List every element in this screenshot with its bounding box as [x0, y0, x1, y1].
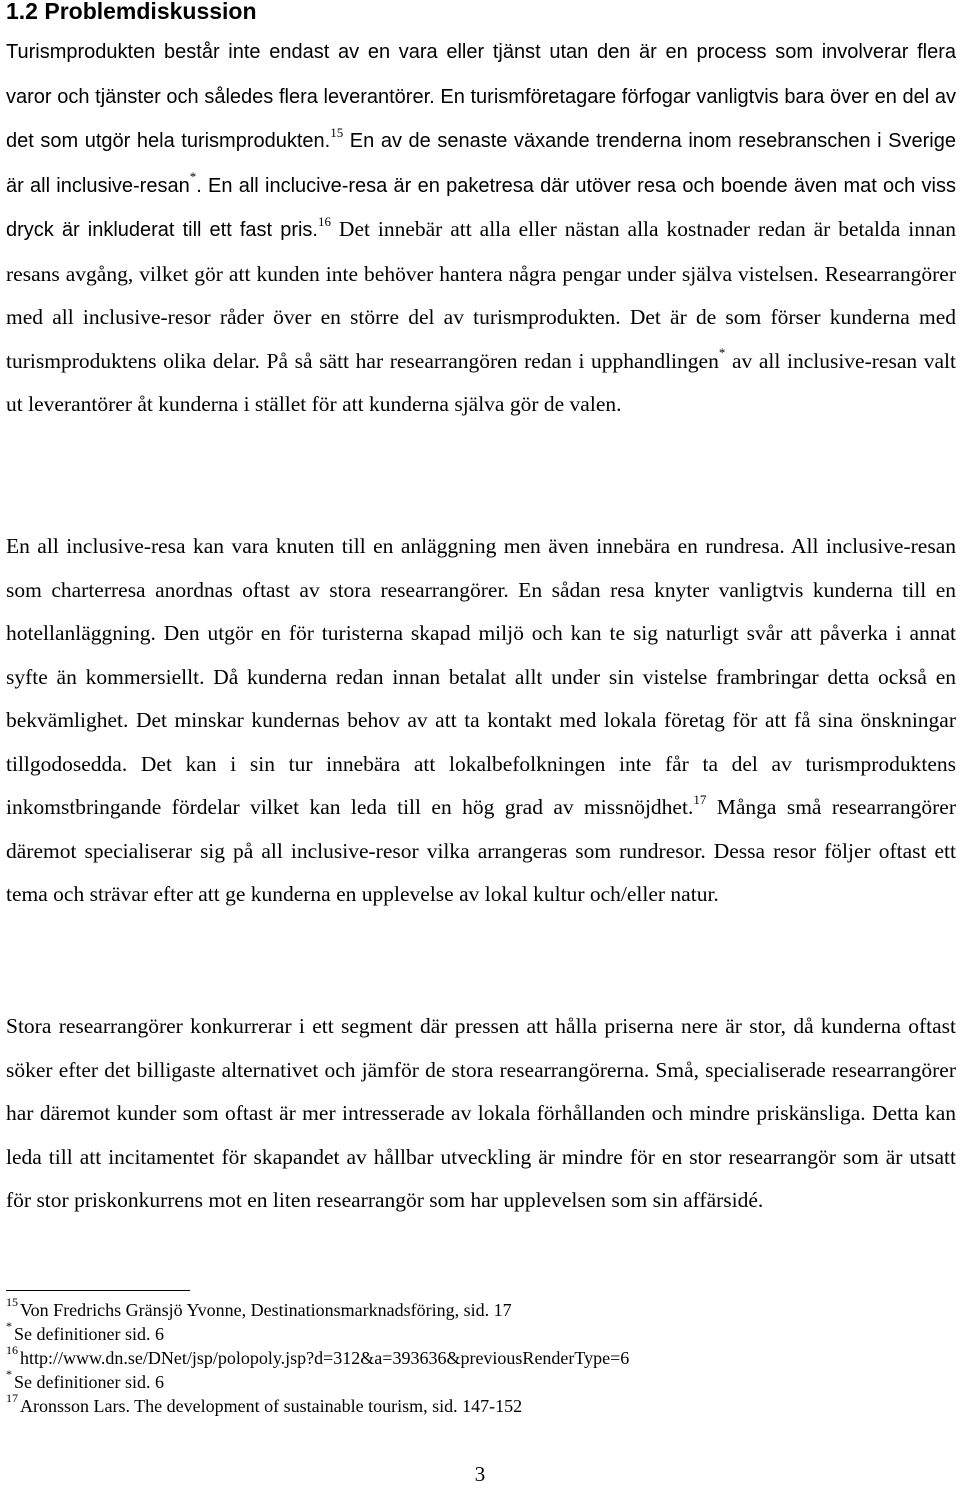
- page-number: 3: [474, 1462, 486, 1486]
- section-heading: 1.2 Problemdiskussion: [6, 0, 257, 24]
- paragraph-3: Stora researrangörer konkurrerar i ett segment där pressen att hålla priserna nere är stor, då kunderna oftast söker efter det billigaste alternativet och jämför de stora researrangörerna. Små, specialiserade researrangörer har däremot kunder som oftast är mer intresserade av lokala förhållanden och mindre priskänsliga. Detta kan leda till att incitamentet för skapandet av hållbar utveckling är mindre för en stor researrangör som är utsatt för stor priskonkurrens mot en liten researrangör som har upplevelsen som sin affärsidé.: [6, 1014, 956, 1212]
- paragraph-1-part-5: Researrangörer med all inclusive-resor råder över en större del av turismprodukten. Det är de som förser kunderna med turismproduktens olika delar.: [6, 261, 957, 373]
- footnote-star-1: * Se definitioner sid. 6: [6, 1319, 164, 1344]
- footnotes: [6, 1295, 956, 1418]
- paragraph-1-part-3: . En all inclucive-resa är en paketresa där utöver resa och boende även mat och viss dryck är inkluderat till ett fast pris.: [6, 174, 956, 241]
- paragraph-1-part-7: av all inclusive-resan valt ut leverantörer åt kunderna i stället för att kunderna själva gör de valen.: [6, 348, 956, 416]
- paragraph-2-part-2: Många små researrangörer däremot specialiserar sig på all inclusive-resor vilka arrangeras som rundresor. Dessa resor följer oftast ett tema och strävar efter att ge kunderna en upplevelse av lokal kultur och/eller natur.: [6, 795, 956, 906]
- footnote-15: $^{15}$ Von Fredrichs Gränsjö Yvonne, Destinationsmarknadsföring, sid. 17: [6, 1295, 512, 1320]
- paragraph-1-part-2: En av de senaste växande trenderna inom resebranschen i Sverige är all inclusive-resan: [6, 130, 956, 197]
- paragraph-2-part-1: En all inclusive-resa kan vara knuten till en anläggning men även innebära en rundresa. All inclusive-resan som charterresa anordnas oftast av stora researrangörer. En sådan resa knyter vanligtvis kunderna till en hotellanläggning. Den utgör en för turisterna skapad miljö och kan te sig naturligt svår att påverka i annat syfte än kommersiellt. Då kunderna redan innan betalat allt under sin vistelse frambringar detta också en bekvämlighet. Det minskar kundernas behov av att ta kontakt med lokala företag för att få sina önskningar tillgodosedda. Det kan i sin tur innebära att lokalbefolkningen inte får ta del av turismproduktens inkomstbringande fördelar vilket kan leda till en hög grad av missnöjdhet.: [6, 534, 956, 819]
- footnote-ref-16: 16: [318, 213, 331, 229]
- footnote-17: $^{17}$ Aronsson Lars. The development of sustainable tourism, sid. 147-152: [6, 1391, 523, 1416]
- footnote-ref-star-2: *: [718, 345, 726, 361]
- paragraph-2: [6, 525, 956, 917]
- footnote-ref-star-1: *: [189, 169, 197, 185]
- footnote-16: $^{16}$ http://www.dn.se/DNet/jsp/polopoly.jsp?d=312&a=393636&previousRenderType=6: [6, 1343, 630, 1368]
- paragraph-1-part-6: På så sätt har researrangören redan i upphandlingen: [259, 348, 719, 373]
- footnote-separator: [6, 1290, 190, 1291]
- paragraph-1: [6, 30, 956, 427]
- paragraph-1-part-1: Turismprodukten består inte endast av en vara eller tjänst utan den är en process som involverar flera varor och tjänster och således flera leverantörer. En turismföretagare förfogar vanligtvis bara över en del av det som utgör hela turismprodukten.: [6, 41, 956, 152]
- footnote-star-2: * Se definitioner sid. 6: [6, 1367, 164, 1392]
- footnote-ref-15: 15: [330, 124, 344, 140]
- footnote-ref-17: 17: [693, 791, 707, 807]
- paragraph-1-part-4: Det innebär att alla eller nästan alla kostnader redan är betalda innan resans avgång, vilket gör att kunden inte behöver hantera några pengar under själva vistelsen.: [6, 217, 956, 286]
